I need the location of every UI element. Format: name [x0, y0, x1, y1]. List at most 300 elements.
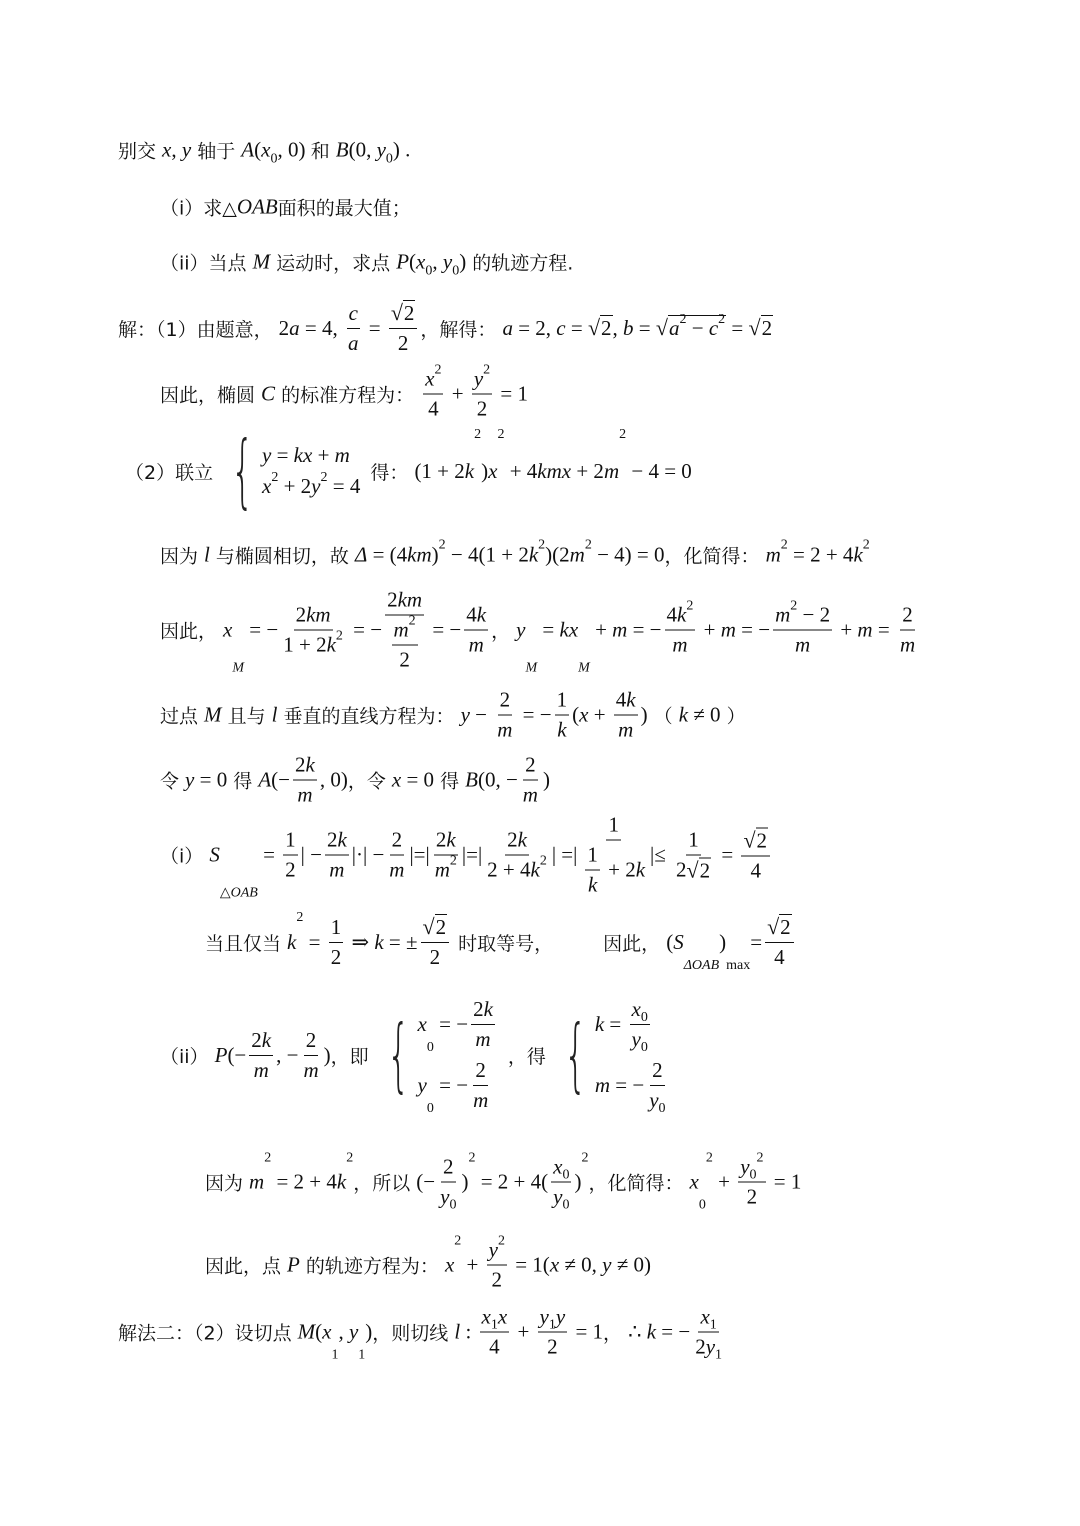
- denominator: [396, 329, 411, 356]
- subscript: 1: [709, 1317, 717, 1333]
- math-italic: y: [631, 1027, 641, 1051]
- math-roman: 4: [466, 602, 477, 627]
- denominator: [674, 855, 713, 883]
- math-italic: Δ: [354, 542, 368, 567]
- math-italic: y: [417, 1073, 427, 1097]
- numerator: [434, 828, 458, 856]
- fraction: [392, 613, 418, 673]
- math-roman: 4: [428, 396, 439, 421]
- denominator: [281, 628, 345, 658]
- math-roman: = 4,: [299, 315, 343, 340]
- math-roman: 4: [774, 945, 785, 969]
- superscript: 2: [756, 1150, 764, 1166]
- fraction: [647, 1058, 667, 1116]
- math-roman: 2: [756, 828, 768, 852]
- equation-system: [550, 997, 671, 1116]
- superscript: 2: [619, 427, 627, 442]
- math-italic: m: [857, 617, 873, 642]
- math-italic: l: [454, 1319, 461, 1344]
- math-italic: km: [306, 602, 331, 627]
- fraction: [329, 915, 344, 970]
- text: ，化简得：: [664, 545, 766, 568]
- math-roman: 2: [473, 997, 484, 1021]
- subscript: ΔOAB: [683, 958, 720, 973]
- numerator: [464, 603, 488, 631]
- superscript: 2: [497, 1233, 505, 1249]
- superscript: 2: [346, 1150, 354, 1166]
- fraction: [585, 843, 600, 898]
- square-root: [748, 315, 773, 341]
- math-italic: m: [473, 1088, 489, 1112]
- text: 时取等号，: [452, 932, 554, 955]
- math-roman: 2: [435, 827, 447, 852]
- subscript: 0: [640, 1040, 648, 1055]
- math-roman: = 2 + 4: [787, 542, 854, 567]
- system-row: [262, 470, 361, 499]
- text: ，则切线: [372, 1322, 455, 1345]
- math-roman: = −: [427, 617, 462, 642]
- numerator: [385, 588, 424, 616]
- superscript: 2: [408, 613, 416, 629]
- math-italic: m: [497, 717, 513, 742]
- math-roman: + 4: [504, 458, 538, 483]
- subscript: 1: [331, 1347, 339, 1363]
- math-roman: |≤: [650, 842, 672, 867]
- math-italic: y: [539, 1304, 549, 1329]
- numerator: [294, 603, 333, 631]
- math-roman: 4: [489, 1334, 500, 1359]
- math-italic: kx: [559, 617, 579, 642]
- system-rows: [594, 997, 671, 1116]
- math-italic: x: [481, 1304, 491, 1329]
- denominator: [346, 329, 361, 356]
- numerator: [421, 914, 450, 943]
- text: ，化简得：: [588, 1172, 690, 1195]
- math-roman: ): [459, 249, 467, 274]
- fraction: [665, 598, 696, 658]
- denominator: [898, 631, 917, 658]
- fraction: [555, 688, 570, 743]
- text: 令: [160, 770, 186, 793]
- math-roman: + 2: [278, 474, 312, 498]
- math-roman: (−: [416, 1169, 436, 1194]
- math-roman: 2: [652, 1058, 663, 1082]
- fraction: [438, 1154, 458, 1213]
- superscript: 2: [264, 1150, 272, 1166]
- denominator: [521, 781, 540, 808]
- math-italic: k: [446, 827, 456, 852]
- math-italic: x: [579, 702, 589, 727]
- math-roman: = 2,: [512, 315, 557, 340]
- math-roman: ∴: [628, 1319, 647, 1344]
- math-roman: 2: [443, 1154, 454, 1179]
- fraction: [433, 828, 459, 883]
- math-italic: b: [623, 315, 634, 340]
- text: 运动时，求点: [270, 252, 397, 275]
- math-roman: +: [512, 1319, 535, 1344]
- text: （ii）当点: [160, 252, 253, 275]
- math-roman: , 0): [319, 767, 348, 792]
- math-roman: =: [257, 842, 281, 867]
- math-roman: 2: [695, 1334, 706, 1359]
- math-roman: = −: [347, 617, 383, 642]
- numerator: [614, 688, 638, 716]
- radical-sign-icon: √: [587, 315, 601, 340]
- math-roman: ,: [612, 315, 624, 340]
- math-italic: k: [464, 458, 475, 483]
- numerator: [487, 1233, 507, 1266]
- fraction: [346, 301, 361, 356]
- numerator: [686, 827, 701, 855]
- math-italic: y: [311, 474, 321, 498]
- denominator: [438, 1183, 458, 1213]
- math-italic: x: [261, 137, 271, 162]
- math-roman: 2: [601, 316, 612, 340]
- math-roman: = 2 + 4(: [475, 1169, 549, 1194]
- fraction: [521, 753, 540, 808]
- denominator: [495, 716, 514, 743]
- math-italic: y: [442, 249, 453, 274]
- math-roman: −: [469, 702, 493, 727]
- math-roman: =: [872, 617, 895, 642]
- math-roman: +: [312, 443, 335, 467]
- math-roman: ≠ 0: [688, 702, 721, 727]
- denominator: [545, 1333, 560, 1360]
- math-roman: = −: [244, 617, 279, 642]
- superscript: 2: [335, 628, 343, 644]
- fraction: [249, 1028, 273, 1083]
- denominator: [475, 395, 490, 422]
- math-italic: y: [602, 1252, 612, 1277]
- superscript: 2: [449, 853, 457, 869]
- superscript: 2: [539, 853, 547, 869]
- denominator: [327, 856, 346, 883]
- text: 因此，椭圆: [160, 384, 262, 407]
- numerator: [538, 1305, 568, 1333]
- math-roman: −: [686, 316, 709, 340]
- math-roman: 4: [615, 687, 627, 712]
- denominator: [745, 1183, 760, 1210]
- math-italic: a: [502, 315, 513, 340]
- points-a-b: [160, 753, 550, 808]
- subscript: M: [232, 660, 245, 676]
- math-roman: ) .: [392, 137, 411, 162]
- math-roman: =: [716, 842, 739, 867]
- math-italic: x: [262, 474, 272, 498]
- math-roman: +: [835, 617, 858, 642]
- math-italic: y: [649, 1088, 659, 1112]
- math-roman: =: [565, 315, 588, 340]
- math-italic: M: [297, 1319, 316, 1344]
- radical-sign-icon: √: [686, 857, 699, 882]
- math-roman: ≠ 0,: [559, 1252, 603, 1277]
- superscript: 2: [584, 537, 592, 553]
- fraction: [551, 1154, 571, 1213]
- numerator: [523, 753, 538, 781]
- math-roman: 2: [295, 602, 307, 627]
- superscript: 2: [296, 910, 304, 925]
- text: 得：: [364, 461, 415, 484]
- system-row: [417, 1058, 498, 1116]
- square-root: [767, 914, 792, 940]
- fraction: [580, 813, 647, 898]
- superscript: 2: [468, 1150, 476, 1166]
- math-roman: ): [323, 1042, 331, 1067]
- math-italic: y: [488, 1237, 498, 1262]
- superscript: 2: [454, 1233, 462, 1249]
- solution-part1: [118, 300, 773, 356]
- math-roman: =: [726, 315, 749, 340]
- math-roman: = 4: [327, 474, 361, 498]
- fraction: [472, 362, 492, 422]
- math-roman: = 1: [495, 381, 528, 406]
- math-roman: 2: [326, 827, 338, 852]
- math-italic: m: [475, 1027, 491, 1051]
- fraction: [423, 362, 443, 422]
- math-roman: = 2 + 4: [271, 1169, 337, 1194]
- subscript: 0: [385, 151, 393, 167]
- square-root: [743, 827, 768, 853]
- radicand: [435, 914, 448, 940]
- radicand: [668, 312, 726, 341]
- denominator: [647, 1086, 667, 1116]
- math-italic: k: [305, 752, 315, 777]
- system-rows: [262, 443, 360, 499]
- math-italic: k: [635, 857, 646, 882]
- math-roman: = −: [433, 1012, 469, 1036]
- subscript: 0: [425, 263, 433, 279]
- discriminant-line: [160, 537, 870, 569]
- math-roman: (−: [271, 767, 290, 792]
- numerator: [471, 997, 495, 1025]
- math-roman: =: [604, 1012, 627, 1036]
- math-italic: k: [374, 929, 384, 954]
- math-italic: k: [336, 1169, 347, 1194]
- math-roman: = −: [735, 617, 771, 642]
- question-ii: [160, 249, 574, 279]
- math-roman: +: [461, 1252, 484, 1277]
- math-italic: m: [899, 632, 916, 657]
- fraction: [385, 588, 424, 673]
- math-roman: ⇒: [346, 929, 375, 954]
- subscript: 0: [426, 1040, 434, 1055]
- denominator: [397, 646, 412, 673]
- math-roman: 2: [294, 752, 306, 777]
- fraction: [471, 997, 495, 1052]
- math-roman: 2: [387, 587, 398, 612]
- subscript: M: [525, 660, 538, 676]
- denominator: [616, 716, 635, 743]
- superscript: 2: [497, 427, 505, 442]
- math-italic: P: [287, 1252, 300, 1277]
- math-italic: km: [397, 587, 423, 612]
- numerator: [551, 1155, 571, 1183]
- math-italic: m: [334, 443, 350, 467]
- fraction: [898, 603, 917, 658]
- numerator: [498, 688, 513, 716]
- math-italic: k: [587, 872, 598, 897]
- superscript: 2: [686, 598, 694, 614]
- math-roman: ,: [432, 249, 443, 274]
- math-roman: ): [574, 1169, 582, 1194]
- math-roman: = 0: [401, 767, 435, 792]
- math-roman: +: [588, 702, 611, 727]
- square-root: [687, 857, 712, 883]
- text: 当且仅当: [205, 932, 288, 955]
- math-roman: , 0): [277, 137, 311, 162]
- area-computation: [160, 812, 773, 901]
- math-roman: ): [481, 458, 489, 483]
- locus-equation: [205, 1233, 652, 1293]
- math-roman: + 2: [602, 857, 636, 882]
- text: ，: [603, 1322, 629, 1345]
- math-roman: (0, −: [477, 767, 518, 792]
- math-roman: 1: [330, 914, 342, 939]
- denominator: [485, 853, 549, 883]
- math-italic: x: [689, 1169, 699, 1194]
- numerator: [773, 598, 832, 631]
- math-roman: ): [542, 767, 550, 792]
- math-italic: a: [347, 330, 359, 355]
- math-italic: k: [326, 632, 336, 657]
- superscript: 2: [718, 312, 726, 327]
- math-roman: 2: [547, 1334, 558, 1359]
- math-roman: 2: [399, 647, 410, 672]
- text: 轴于: [191, 140, 242, 163]
- math-italic: x: [391, 767, 402, 792]
- math-italic: A: [241, 137, 255, 162]
- math-roman: 2: [761, 316, 773, 340]
- math-italic: km: [407, 542, 432, 567]
- math-italic: x: [549, 1252, 560, 1277]
- solution-part2-system: [125, 424, 692, 517]
- math-italic: m: [297, 782, 313, 807]
- text: 的轨迹方程.: [466, 252, 574, 275]
- text: ，所以: [353, 1172, 417, 1195]
- numerator: [390, 828, 405, 856]
- math-italic: m: [253, 1057, 269, 1082]
- math-roman: 1: [608, 812, 619, 837]
- numerator: [472, 362, 492, 395]
- math-roman: 2: [902, 602, 913, 627]
- numerator: [606, 813, 621, 841]
- text: 因此，点: [205, 1255, 288, 1278]
- denominator: [467, 631, 486, 658]
- math-roman: 2: [397, 331, 409, 355]
- denominator: [670, 631, 689, 658]
- subscript: 0: [452, 263, 460, 279]
- subscript: 1: [358, 1347, 366, 1363]
- math-italic: x: [416, 249, 426, 274]
- math-italic: A: [258, 767, 272, 792]
- math-italic: k: [646, 1319, 657, 1344]
- math-italic: k: [261, 1027, 272, 1052]
- math-italic: OAB: [236, 194, 278, 219]
- fraction: [693, 1304, 724, 1363]
- math-roman: ): [461, 1169, 469, 1194]
- equation-system: [217, 424, 361, 517]
- math-italic: m: [603, 458, 620, 483]
- math-italic: m: [720, 617, 736, 642]
- subscript: 0: [658, 1101, 666, 1116]
- fraction: [765, 914, 794, 970]
- math-roman: 1: [688, 827, 699, 851]
- math-roman: 2: [507, 827, 518, 852]
- math-roman: +: [698, 617, 721, 642]
- fraction: [325, 828, 349, 883]
- fraction: [464, 603, 488, 658]
- math-italic: S: [209, 842, 220, 867]
- text: 因此，: [603, 932, 667, 955]
- math-roman: = 0: [194, 767, 228, 792]
- numerator: [665, 598, 696, 631]
- superscript: 2: [474, 427, 482, 442]
- math-roman: (−: [227, 1042, 247, 1067]
- radical-sign-icon: √: [655, 315, 668, 340]
- text-line-intersect-axes: [118, 137, 411, 167]
- method-two: [118, 1304, 727, 1363]
- denominator: [551, 1183, 571, 1213]
- math-italic: y: [181, 137, 192, 162]
- text: （ii）: [160, 1045, 215, 1068]
- math-roman: − 4) = 0: [591, 542, 665, 567]
- math-italic: k: [517, 827, 527, 852]
- math-roman: 2: [435, 915, 447, 939]
- math-roman: 1 + 2: [283, 632, 327, 657]
- math-italic: m: [329, 857, 345, 882]
- subscript: 0: [749, 1167, 757, 1183]
- text: ，令: [347, 770, 392, 793]
- text: 且与: [221, 705, 272, 728]
- math-italic: x: [425, 366, 435, 391]
- math-roman: :: [460, 1319, 477, 1344]
- text: ）: [720, 705, 746, 728]
- text: 与椭圆相切，故: [209, 545, 355, 568]
- math-roman: = 1: [768, 1169, 802, 1194]
- math-italic: m: [594, 1073, 611, 1097]
- math-italic: m: [672, 632, 688, 657]
- math-italic: c: [708, 316, 719, 340]
- text: 因此，: [160, 620, 224, 643]
- ellipse-equation: [160, 362, 528, 422]
- left-brace-icon: {: [231, 424, 255, 517]
- math-roman: 2 + 4: [487, 857, 531, 882]
- math-italic: y: [440, 1184, 450, 1209]
- radicand: [761, 315, 774, 341]
- math-italic: x: [223, 617, 233, 642]
- math-italic: B: [465, 767, 478, 792]
- numerator: [347, 301, 360, 329]
- math-italic: k: [287, 929, 297, 954]
- math-roman: +: [712, 1169, 736, 1194]
- equality-condition: [205, 910, 797, 973]
- numerator: [329, 915, 344, 943]
- math-italic: c: [556, 315, 566, 340]
- subscript: 1: [548, 1317, 556, 1333]
- math-italic: x: [553, 1154, 563, 1179]
- subscript: △OAB: [219, 885, 258, 901]
- math-italic: M: [252, 249, 271, 274]
- fraction: [471, 1058, 490, 1113]
- math-roman: |=|: [409, 842, 430, 867]
- denominator: [301, 1056, 320, 1083]
- text: （i）: [160, 845, 210, 868]
- numerator: [480, 1305, 510, 1333]
- math-roman: |·| −: [351, 842, 385, 867]
- math-italic: x: [631, 997, 641, 1021]
- math-italic: M: [204, 702, 222, 727]
- denominator: [433, 853, 459, 883]
